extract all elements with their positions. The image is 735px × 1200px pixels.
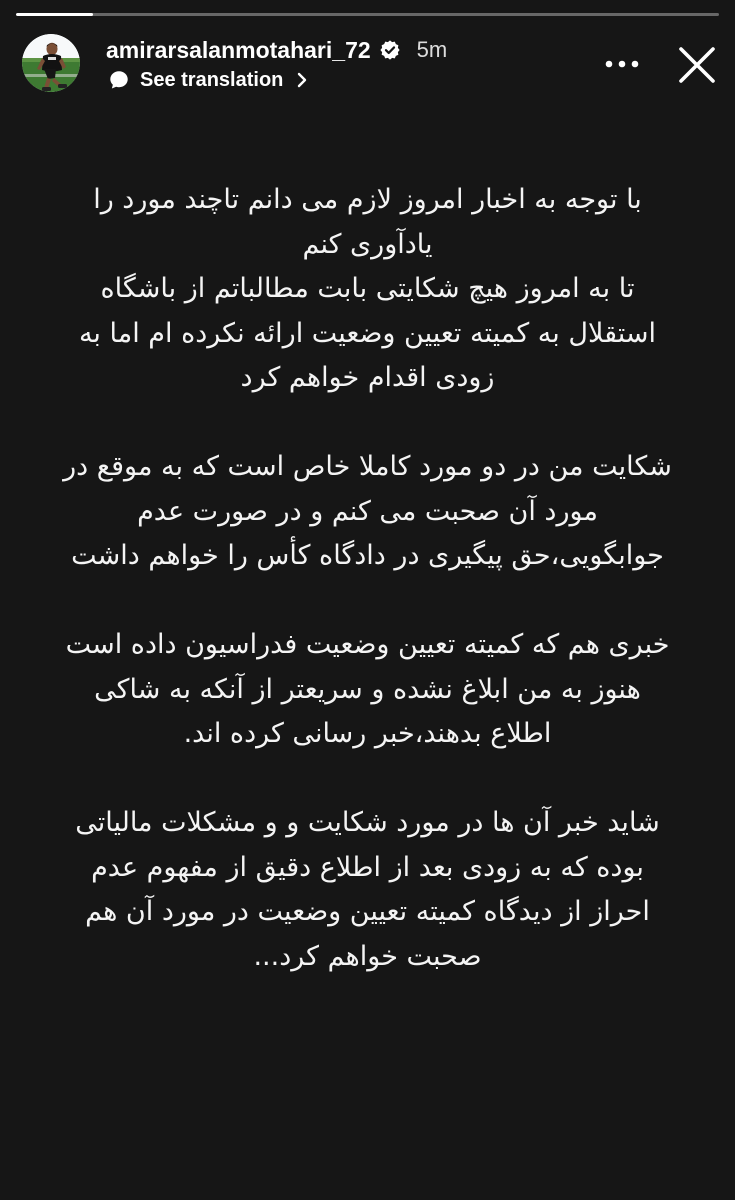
story-timestamp: 5m	[416, 37, 448, 62]
translate-icon	[108, 69, 130, 91]
story-text-line: اطلاع بدهند،خبر رسانی کرده اند.	[183, 718, 552, 749]
story-text-line: خبری هم که کمیته تعیین وضعیت فدراسیون داده است	[65, 629, 670, 660]
story-text-line: جوابگویی،حق پیگیری در دادگاه کأس را خواهم داشت	[71, 540, 664, 571]
story-paragraph	[40, 178, 695, 401]
story-text-line: استقلال به کمیته تعیین وضعیت ارائه نکرده ام اما به	[78, 317, 657, 349]
username[interactable]: amirarsalanmotahari_72	[106, 36, 371, 63]
story-paragraph	[40, 445, 695, 579]
see-translation-label: See translation	[140, 68, 284, 91]
chevron-right-icon	[295, 72, 309, 88]
story-text-line: یادآوری کنم	[302, 228, 433, 260]
story-progress-fill	[16, 13, 93, 16]
story-text-line: زودی اقدام خواهم کرد	[240, 362, 495, 393]
story-text-line: بوده که به زودی بعد از اطلاع دقیق از مفهوم عدم	[91, 851, 644, 883]
username-row	[106, 36, 447, 64]
story-text	[40, 178, 695, 979]
story-paragraph	[40, 801, 695, 979]
more-options-button[interactable]	[604, 50, 640, 78]
story-text-line: شکایت من در دو مورد کاملا خاص است که به موقع در	[63, 451, 672, 482]
story-paragraph	[40, 623, 695, 757]
story-text-line: صحبت خواهم کرد...	[253, 940, 482, 972]
see-translation-button[interactable]	[108, 68, 309, 92]
story-text-line: با توجه به اخبار امروز لازم می دانم تاچند مورد را	[93, 184, 642, 215]
close-icon	[678, 46, 716, 84]
verified-badge-icon	[379, 39, 401, 61]
story-text-line: شاید خبر آن ها در مورد شکایت و و مشکلات مالیاتی	[75, 807, 660, 838]
story-text-line: احراز از دیدگاه کمیته تعیین وضعیت در مورد آن هم	[85, 896, 650, 927]
avatar-image	[22, 34, 80, 92]
story-text-line: مورد آن صحبت می کنم و در صورت عدم	[137, 495, 598, 527]
story-text-line: هنوز به من ابلاغ نشده و سریعتر از آنکه به شاکی	[94, 673, 641, 705]
close-button[interactable]	[676, 44, 718, 86]
more-horizontal-icon	[604, 59, 640, 69]
avatar[interactable]	[22, 34, 80, 92]
story-progress-bar	[16, 13, 719, 16]
story-text-line: تا به امروز هیچ شکایتی بابت مطالباتم از باشگاه	[100, 273, 635, 304]
